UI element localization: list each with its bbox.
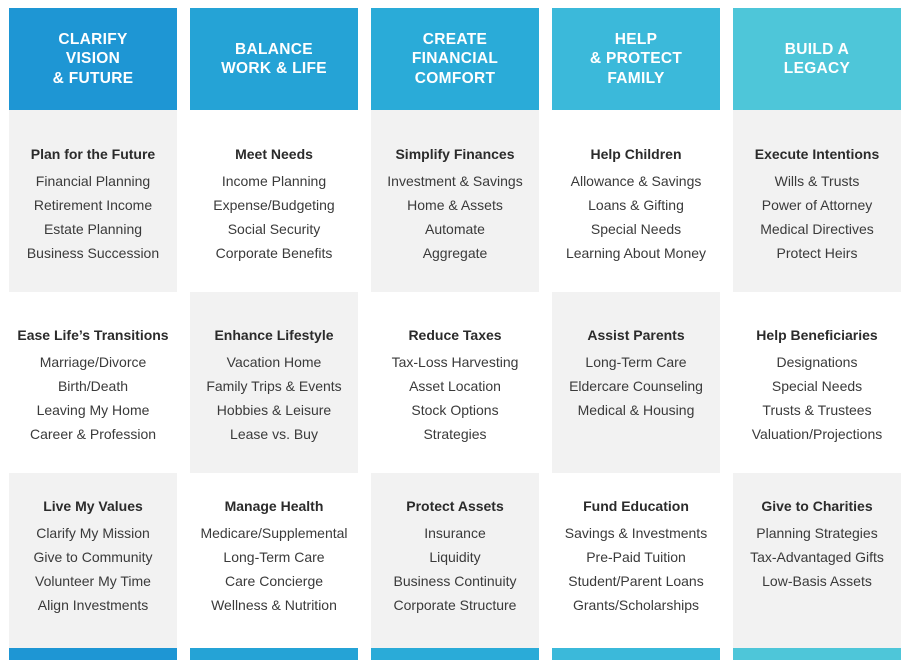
section-title: Protect Assets (406, 498, 504, 514)
column-footer-bar (190, 648, 358, 660)
section-item: Estate Planning (43, 221, 143, 237)
section-cell (552, 473, 720, 648)
section-item: Medical Directives (760, 221, 874, 237)
section-title: Ease Life’s Transitions (17, 327, 169, 343)
column-header (371, 8, 539, 110)
section-title: Simplify Finances (395, 146, 515, 162)
header-line: & PROTECT (589, 50, 683, 68)
section-item: Medical & Housing (577, 402, 695, 418)
section-item: Volunteer My Time (35, 573, 151, 589)
section-cell (733, 292, 901, 473)
section-item: Protect Heirs (776, 245, 858, 261)
header-line: LEGACY (783, 60, 851, 77)
section-item: Lease vs. Buy (230, 426, 318, 442)
column-balance-work-life (190, 8, 358, 660)
header-line: HELP (614, 30, 658, 48)
section-item: Corporate Structure (393, 597, 517, 613)
section-item: Special Needs (590, 221, 682, 237)
section-item: Business Continuity (393, 573, 517, 589)
section-item: Business Succession (26, 245, 160, 261)
section-item: Learning About Money (565, 245, 707, 261)
section-item: Allowance & Savings (570, 173, 702, 189)
section-cell (552, 110, 720, 292)
section-item: Liquidity (429, 549, 481, 565)
column-footer-bar (552, 648, 720, 660)
header-line: WORK & LIFE (221, 60, 327, 77)
section-title: Meet Needs (235, 146, 313, 162)
section-item: Eldercare Counseling (569, 378, 703, 394)
column-build-a-legacy (733, 8, 901, 660)
section-item: Valuation/Projections (751, 426, 883, 442)
header-line: BALANCE (235, 40, 313, 58)
column-footer-bar (733, 648, 901, 660)
header-line: CREATE (422, 30, 488, 48)
section-item: Corporate Benefits (215, 245, 333, 261)
section-item: Home & Assets (407, 197, 503, 213)
section-item: Pre-Paid Tuition (586, 549, 686, 565)
section-item: Tax-Advantaged Gifts (750, 549, 884, 565)
section-title: Help Children (590, 146, 682, 162)
section-cell (371, 292, 539, 473)
section-title: Live My Values (43, 498, 143, 514)
section-title: Give to Charities (761, 498, 873, 514)
section-title: Manage Health (224, 498, 324, 514)
header-line: CLARIFY (58, 30, 128, 48)
section-item: Student/Parent Loans (568, 573, 704, 589)
header-line: & FUTURE (52, 69, 134, 87)
section-item: Long-Term Care (223, 549, 325, 565)
section-title: Reduce Taxes (408, 327, 502, 343)
column-header (552, 8, 720, 110)
section-cell (190, 292, 358, 473)
section-item: Tax-Loss Harvesting (391, 354, 519, 370)
header-line: VISION (65, 50, 121, 68)
section-title: Enhance Lifestyle (214, 327, 334, 343)
section-item: Marriage/Divorce (39, 354, 147, 370)
section-item: Give to Community (33, 549, 153, 565)
section-item: Leaving My Home (36, 402, 150, 418)
column-help-protect-family (552, 8, 720, 660)
section-item: Planning Strategies (756, 525, 878, 541)
column-footer-bar (9, 648, 177, 660)
section-item: Grants/Scholarships (572, 597, 700, 613)
section-item: Power of Attorney (761, 197, 873, 213)
section-cell (190, 110, 358, 292)
section-item: Social Security (227, 221, 321, 237)
column-header (733, 8, 901, 110)
section-item: Financial Planning (35, 173, 151, 189)
section-item: Expense/Budgeting (213, 197, 335, 213)
column-header (190, 8, 358, 110)
section-title: Help Beneficiaries (756, 327, 878, 343)
section-item: Loans & Gifting (588, 197, 684, 213)
section-cell (733, 473, 901, 648)
section-item: Care Concierge (224, 573, 324, 589)
column-footer-bar (371, 648, 539, 660)
section-title: Assist Parents (587, 327, 685, 343)
header-line: BUILD A (784, 40, 850, 58)
column-header (9, 8, 177, 110)
section-title: Plan for the Future (30, 146, 156, 162)
section-cell (9, 473, 177, 648)
section-cell (9, 110, 177, 292)
section-cell (190, 473, 358, 648)
section-item: Long-Term Care (585, 354, 687, 370)
section-item: Special Needs (771, 378, 863, 394)
section-item: Family Trips & Events (206, 378, 342, 394)
section-item: Low-Basis Assets (762, 573, 872, 589)
section-item: Insurance (424, 525, 486, 541)
section-title: Fund Education (583, 498, 689, 514)
section-item: Wills & Trusts (774, 173, 860, 189)
section-item: Trusts & Trustees (762, 402, 872, 418)
section-item: Asset Location (409, 378, 501, 394)
column-clarify-vision (9, 8, 177, 660)
section-item: Income Planning (221, 173, 327, 189)
section-cell (9, 292, 177, 473)
section-item: Strategies (423, 426, 487, 442)
section-title: Execute Intentions (754, 146, 880, 162)
header-line: FINANCIAL (411, 50, 499, 68)
section-item: Birth/Death (57, 378, 129, 394)
header-line: COMFORT (414, 69, 496, 87)
section-item: Hobbies & Leisure (216, 402, 332, 418)
section-item: Align Investments (37, 597, 149, 613)
section-item: Career & Profession (29, 426, 157, 442)
section-item: Retirement Income (33, 197, 153, 213)
section-item: Investment & Savings (387, 173, 523, 189)
header-line: FAMILY (607, 69, 665, 87)
section-item: Aggregate (422, 245, 488, 261)
section-cell (552, 292, 720, 473)
section-item: Designations (776, 354, 858, 370)
section-cell (733, 110, 901, 292)
section-cell (371, 110, 539, 292)
column-create-financial-comfort (371, 8, 539, 660)
section-cell (371, 473, 539, 648)
section-item: Automate (425, 221, 485, 237)
section-item: Stock Options (411, 402, 499, 418)
section-item: Wellness & Nutrition (211, 597, 337, 613)
section-item: Vacation Home (226, 354, 322, 370)
section-item: Clarify My Mission (36, 525, 150, 541)
section-item: Medicare/Supplemental (200, 525, 348, 541)
section-item: Savings & Investments (564, 525, 708, 541)
